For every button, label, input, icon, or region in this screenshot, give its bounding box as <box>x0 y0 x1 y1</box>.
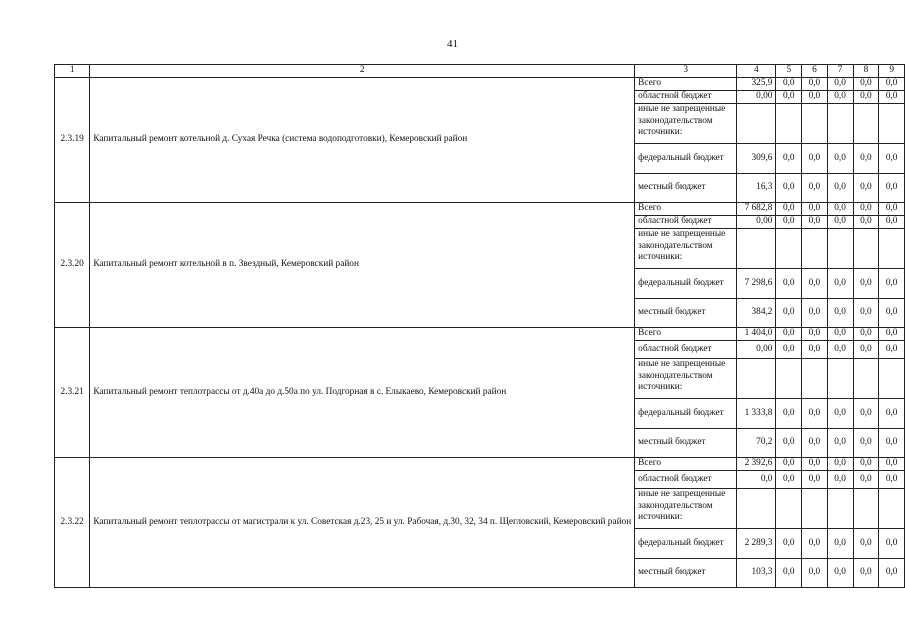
source-label: федеральный бюджет <box>635 529 737 559</box>
item-code: 2.3.22 <box>55 458 90 588</box>
value-cell: 0,0 <box>879 399 905 429</box>
value-cell: 0,0 <box>802 174 828 203</box>
value-cell: 0,0 <box>827 328 853 341</box>
value-cell: 0,0 <box>776 399 802 429</box>
value-cell: 0,0 <box>776 559 802 588</box>
value-cell: 2 392,6 <box>737 458 776 471</box>
value-cell: 0,0 <box>802 471 828 489</box>
value-cell: 0,0 <box>879 91 905 104</box>
value-cell: 0,0 <box>853 269 879 299</box>
empty-cell <box>737 104 776 144</box>
empty-cell <box>853 489 879 529</box>
value-cell: 0,0 <box>879 299 905 328</box>
table-row <box>55 203 905 216</box>
header-cell: 2 <box>90 65 635 78</box>
value-cell: 103,3 <box>737 559 776 588</box>
source-label: федеральный бюджет <box>635 399 737 429</box>
source-label: областной бюджет <box>635 341 737 359</box>
value-cell: 0,0 <box>827 91 853 104</box>
value-cell: 0,0 <box>776 458 802 471</box>
item-code: 2.3.19 <box>55 78 90 203</box>
source-label: иные не запрещенные законодательством источники: <box>635 359 737 399</box>
header-cell: 3 <box>635 65 737 78</box>
value-cell: 0,0 <box>879 144 905 174</box>
value-cell: 0,0 <box>776 78 802 91</box>
header-cell: 1 <box>55 65 90 78</box>
value-cell: 0,0 <box>802 203 828 216</box>
empty-cell <box>827 104 853 144</box>
value-cell: 0,0 <box>853 203 879 216</box>
value-cell: 0,0 <box>853 399 879 429</box>
value-cell: 0,0 <box>827 269 853 299</box>
header-cell: 5 <box>776 65 802 78</box>
value-cell: 309,6 <box>737 144 776 174</box>
item-name: Капитальный ремонт котельной в п. Звездный, Кемеровский район <box>90 203 635 328</box>
item-name: Капитальный ремонт теплотрассы от магистрали к ул. Советская д.23, 25 и ул. Рабочая, д.30, 32, 34 п. Щегловский, Кемеровский район <box>90 458 635 588</box>
value-cell: 0,0 <box>879 328 905 341</box>
empty-cell <box>879 489 905 529</box>
value-cell: 7 298,6 <box>737 269 776 299</box>
value-cell: 0,0 <box>853 174 879 203</box>
budget-table <box>54 64 905 588</box>
value-cell: 0,0 <box>827 216 853 229</box>
value-cell: 16,3 <box>737 174 776 203</box>
empty-cell <box>802 104 828 144</box>
header-cell: 9 <box>879 65 905 78</box>
value-cell: 0,0 <box>879 216 905 229</box>
value-cell: 7 682,8 <box>737 203 776 216</box>
empty-cell <box>827 489 853 529</box>
source-label: областной бюджет <box>635 471 737 489</box>
value-cell: 0,0 <box>827 78 853 91</box>
source-label: иные не запрещенные законодательством источники: <box>635 229 737 269</box>
source-label: местный бюджет <box>635 174 737 203</box>
empty-cell <box>776 104 802 144</box>
header-cell: 8 <box>853 65 879 78</box>
empty-cell <box>879 359 905 399</box>
empty-cell <box>776 229 802 269</box>
value-cell: 0,0 <box>853 328 879 341</box>
value-cell: 0,0 <box>776 341 802 359</box>
source-label: Всего <box>635 78 737 91</box>
table-row <box>55 78 905 91</box>
source-label: федеральный бюджет <box>635 144 737 174</box>
value-cell: 0,0 <box>827 341 853 359</box>
value-cell: 0,0 <box>879 78 905 91</box>
value-cell: 0,0 <box>802 144 828 174</box>
source-label: иные не запрещенные законодательством источники: <box>635 104 737 144</box>
value-cell: 0,0 <box>879 471 905 489</box>
empty-cell <box>827 359 853 399</box>
value-cell: 0,0 <box>802 429 828 458</box>
empty-cell <box>802 489 828 529</box>
value-cell: 0,0 <box>827 429 853 458</box>
value-cell: 0,0 <box>802 458 828 471</box>
value-cell: 0,0 <box>802 341 828 359</box>
value-cell: 0,0 <box>776 203 802 216</box>
value-cell: 0,0 <box>827 471 853 489</box>
empty-cell <box>737 359 776 399</box>
value-cell: 0,0 <box>853 458 879 471</box>
value-cell: 0,0 <box>879 559 905 588</box>
value-cell: 0,0 <box>853 78 879 91</box>
value-cell: 0,0 <box>853 529 879 559</box>
value-cell: 0,0 <box>879 529 905 559</box>
empty-cell <box>827 229 853 269</box>
empty-cell <box>879 104 905 144</box>
empty-cell <box>737 229 776 269</box>
item-name: Капитальный ремонт теплотрассы от д.40а до д.50а по ул. Подгорная в с. Елыкаево, Кемеровский район <box>90 328 635 458</box>
empty-cell <box>776 359 802 399</box>
value-cell: 0,0 <box>827 399 853 429</box>
value-cell: 2 289,3 <box>737 529 776 559</box>
value-cell: 0,0 <box>879 174 905 203</box>
empty-cell <box>853 229 879 269</box>
empty-cell <box>802 359 828 399</box>
value-cell: 0,0 <box>776 144 802 174</box>
value-cell: 0,0 <box>827 203 853 216</box>
value-cell: 0,0 <box>802 399 828 429</box>
value-cell: 0,0 <box>776 216 802 229</box>
value-cell: 0,0 <box>853 471 879 489</box>
empty-cell <box>853 104 879 144</box>
source-label: областной бюджет <box>635 91 737 104</box>
value-cell: 1 333,8 <box>737 399 776 429</box>
source-label: местный бюджет <box>635 429 737 458</box>
value-cell: 0,0 <box>879 203 905 216</box>
page-number: 41 <box>447 38 458 50</box>
value-cell: 0,0 <box>802 529 828 559</box>
value-cell: 0,0 <box>776 328 802 341</box>
value-cell: 0,0 <box>879 458 905 471</box>
value-cell: 0,0 <box>853 299 879 328</box>
empty-cell <box>879 229 905 269</box>
value-cell: 0,0 <box>879 429 905 458</box>
value-cell: 0,0 <box>853 144 879 174</box>
source-label: федеральный бюджет <box>635 269 737 299</box>
header-cell: 7 <box>827 65 853 78</box>
value-cell: 0,0 <box>802 91 828 104</box>
item-name: Капитальный ремонт котельной д. Сухая Речка (система водоподготовки), Кемеровский район <box>90 78 635 203</box>
source-label: Всего <box>635 458 737 471</box>
value-cell: 0,0 <box>879 269 905 299</box>
value-cell: 0,0 <box>827 174 853 203</box>
value-cell: 325,9 <box>737 78 776 91</box>
value-cell: 0,0 <box>776 269 802 299</box>
empty-cell <box>853 359 879 399</box>
table-row <box>55 328 905 341</box>
value-cell: 384,2 <box>737 299 776 328</box>
value-cell: 0,0 <box>853 429 879 458</box>
value-cell: 0,0 <box>776 174 802 203</box>
source-label: местный бюджет <box>635 299 737 328</box>
value-cell: 0,0 <box>827 559 853 588</box>
header-row <box>55 65 905 78</box>
value-cell: 0,0 <box>776 91 802 104</box>
value-cell: 0,0 <box>776 429 802 458</box>
value-cell: 0,0 <box>776 299 802 328</box>
empty-cell <box>737 489 776 529</box>
value-cell: 0,0 <box>827 144 853 174</box>
value-cell: 0,0 <box>776 529 802 559</box>
empty-cell <box>776 489 802 529</box>
empty-cell <box>802 229 828 269</box>
value-cell: 0,0 <box>827 458 853 471</box>
source-label: Всего <box>635 328 737 341</box>
value-cell: 0,0 <box>827 299 853 328</box>
value-cell: 0,0 <box>737 471 776 489</box>
value-cell: 0,0 <box>802 299 828 328</box>
item-code: 2.3.20 <box>55 203 90 328</box>
value-cell: 1 404,0 <box>737 328 776 341</box>
table-row <box>55 458 905 471</box>
value-cell: 0,0 <box>802 559 828 588</box>
source-label: областной бюджет <box>635 216 737 229</box>
value-cell: 0,0 <box>879 341 905 359</box>
item-code: 2.3.21 <box>55 328 90 458</box>
source-label: иные не запрещенные законодательством источники: <box>635 489 737 529</box>
value-cell: 0,0 <box>802 78 828 91</box>
header-cell: 4 <box>737 65 776 78</box>
value-cell: 0,0 <box>802 269 828 299</box>
value-cell: 70,2 <box>737 429 776 458</box>
source-label: Всего <box>635 203 737 216</box>
value-cell: 0,00 <box>737 91 776 104</box>
value-cell: 0,0 <box>853 216 879 229</box>
value-cell: 0,00 <box>737 341 776 359</box>
value-cell: 0,0 <box>827 529 853 559</box>
value-cell: 0,0 <box>853 559 879 588</box>
header-cell: 6 <box>802 65 828 78</box>
value-cell: 0,00 <box>737 216 776 229</box>
source-label: местный бюджет <box>635 559 737 588</box>
value-cell: 0,0 <box>802 216 828 229</box>
value-cell: 0,0 <box>802 328 828 341</box>
value-cell: 0,0 <box>853 341 879 359</box>
value-cell: 0,0 <box>853 91 879 104</box>
value-cell: 0,0 <box>776 471 802 489</box>
